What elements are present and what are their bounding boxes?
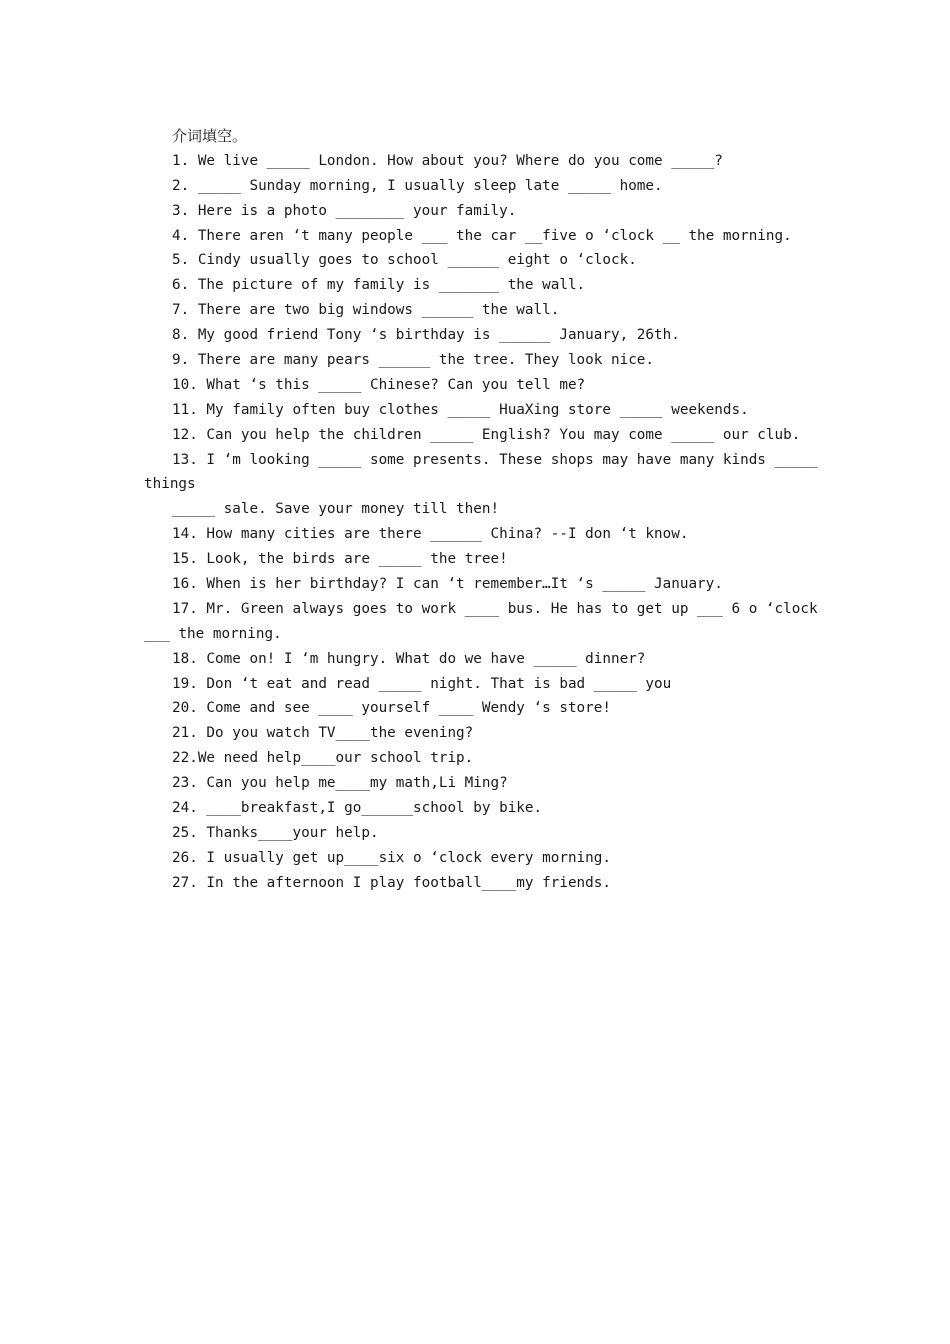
question-17: 17. Mr. Green always goes to work ____ bus. He has to get up ___ 6 o ‘clock <box>172 600 818 617</box>
question-21: 21. Do you watch TV____the evening? <box>172 725 474 742</box>
question-3: 3. Here is a photo ________ your family. <box>172 202 517 219</box>
question-12: 12. Can you help the children _____ English? You may come _____ our club. <box>172 426 801 443</box>
question-8: 8. My good friend Tony ‘s birthday is ______ January, 26th. <box>172 327 680 344</box>
question-6: 6. The picture of my family is _______ the wall. <box>172 277 586 294</box>
question-20: 20. Come and see ____ yourself ____ Wendy ‘s store! <box>172 700 611 717</box>
question-23: 23. Can you help me____my math,Li Ming? <box>172 775 508 792</box>
question-13: 13. I ‘m looking _____ some presents. These shops may have many kinds _____ <box>172 451 818 468</box>
question-19: 19. Don ‘t eat and read _____ night. That is bad _____ you <box>172 675 672 692</box>
question-5: 5. Cindy usually goes to school ______ eight o ‘clock. <box>172 252 637 269</box>
question-17-wrap: ___ the morning. <box>144 625 282 642</box>
question-7: 7. There are two big windows ______ the wall. <box>172 302 560 319</box>
question-10: 10. What ‘s this _____ Chinese? Can you tell me? <box>172 376 586 393</box>
question-26: 26. I usually get up____six o ‘clock every morning. <box>172 849 611 866</box>
question-4: 4. There aren ‘t many people ___ the car __five o ‘clock __ the morning. <box>172 227 792 244</box>
question-18: 18. Come on! I ‘m hungry. What do we have _____ dinner? <box>172 650 646 667</box>
question-24: 24. ____breakfast,I go______school by bike. <box>172 800 543 817</box>
question-2: 2. _____ Sunday morning, I usually sleep late _____ home. <box>172 177 663 194</box>
exercise-content <box>144 124 818 896</box>
question-22: 22.We need help____our school trip. <box>172 750 474 767</box>
exercise-title: 介词填空。 <box>172 127 248 145</box>
question-1: 1. We live _____ London. How about you? Where do you come _____? <box>172 152 723 169</box>
question-16: 16. When is her birthday? I can ‘t remember…It ‘s _____ January. <box>172 576 723 593</box>
question-25: 25. Thanks____your help. <box>172 824 379 841</box>
question-14: 14. How many cities are there ______ China? --I don ‘t know. <box>172 526 689 543</box>
question-13-continued: _____ sale. Save your money till then! <box>172 501 500 518</box>
question-11: 11. My family often buy clothes _____ HuaXing store _____ weekends. <box>172 401 749 418</box>
question-15: 15. Look, the birds are _____ the tree! <box>172 551 508 568</box>
question-13-wrap: things <box>144 476 196 493</box>
question-27: 27. In the afternoon I play football____my friends. <box>172 874 611 891</box>
question-9: 9. There are many pears ______ the tree. They look nice. <box>172 352 655 369</box>
